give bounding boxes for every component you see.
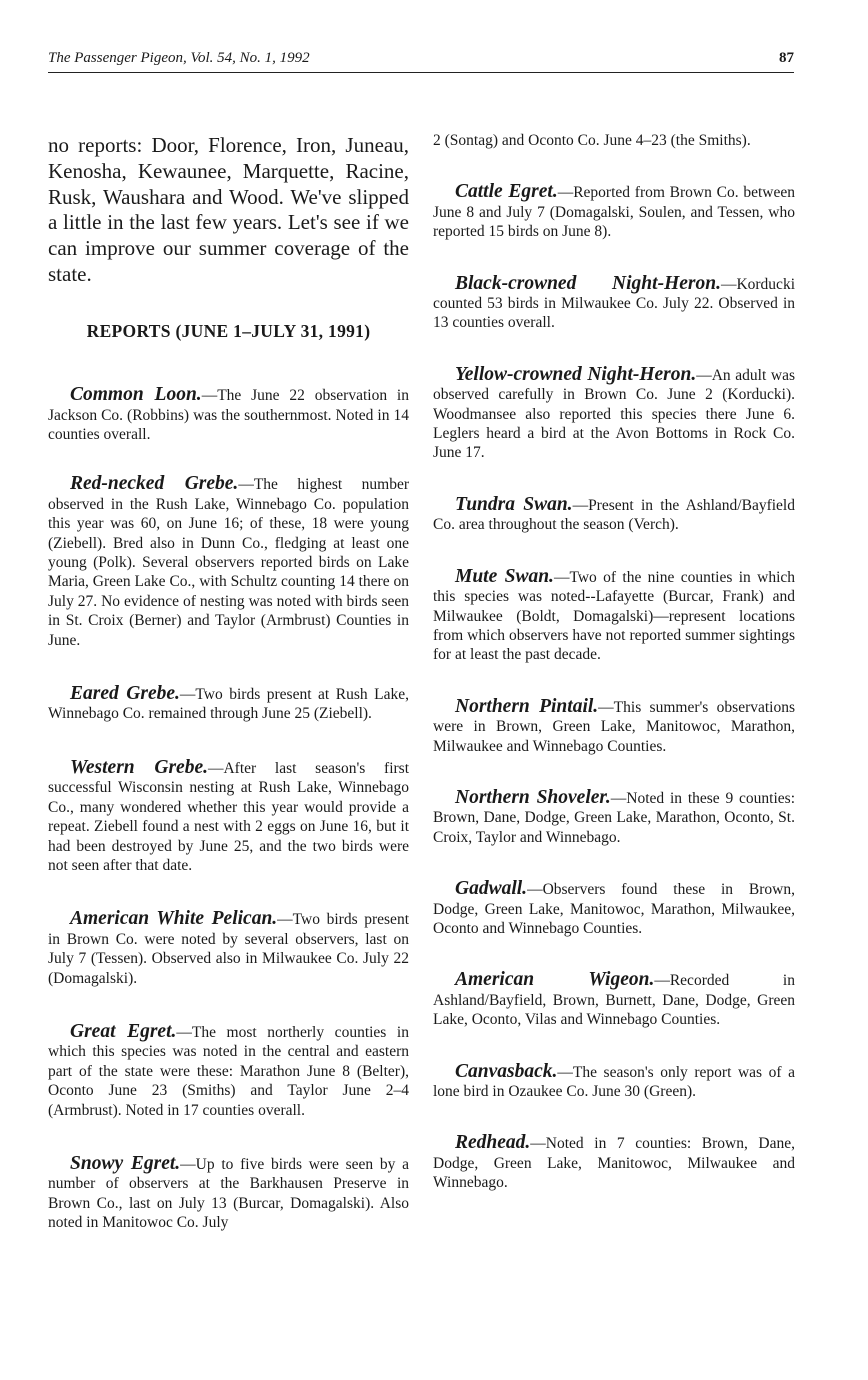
species-text: —Two birds present at Rush Lake, Winnebago Co. remained through June 25 (Ziebell).	[48, 686, 410, 723]
species-text: —An adult was observed carefully in Brown Co. June 2 (Korducki). Woodmansee also reported this species there June 6. Leglers heard a bird at the Avon Bottoms in Rock Co. June 17.	[433, 366, 795, 462]
species-text: —The season's only report was of a lone bird in Ozaukee Co. June 30 (Green).	[433, 1063, 795, 1100]
species-text: —Korducki counted 53 birds in Milwaukee Co. July 22. Observed in 13 counties overall.	[433, 275, 795, 332]
species-text: —The highest number observed in the Rush Lake, Winnebago Co. population this year was 60, on June 16; of these, 18 were young (Ziebell). Bred also in Dunn Co., fledging at least one young (Polk). Several observers reported birds on Lake Maria, Green Lake Co., with Schultz counting 14 there on July 27. No evidence of nesting was noted with birds seen in St. Croix (Berner) and Taylor (Armbrust) Counties in June.	[48, 476, 409, 649]
species-name: Black-crowned Night-Heron.	[455, 272, 721, 294]
species-name: Great Egret.	[70, 1020, 177, 1042]
species-name: Northern Pintail.	[455, 695, 599, 717]
species-name: Western Grebe.	[70, 756, 208, 778]
continued-text: 2 (Sontag) and Oconto Co. June 4–23 (the Smiths).	[433, 132, 751, 149]
species-entry	[433, 1133, 795, 1192]
species-text: —Recorded in Ashland/Bayfield, Brown, Burnett, Dane, Dodge, Green Lake, Oconto, Vilas and Winnebago Counties.	[433, 972, 795, 1029]
species-name: American Wigeon.	[455, 969, 655, 991]
species-text: —Reported from Brown Co. between June 8 and July 7 (Domagalski, Soulen, and Tessen, who reported 15 birds on June 8).	[433, 184, 795, 241]
species-name: Gadwall.	[455, 878, 528, 900]
species-entry	[433, 788, 795, 847]
species-entry	[48, 474, 409, 650]
species-entry	[433, 365, 795, 463]
journal-citation: The Passenger Pigeon, Vol. 54, No. 1, 1992	[48, 50, 310, 66]
species-name: Red-necked Grebe.	[70, 473, 239, 495]
species-text: —Observers found these in Brown, Dodge, Green Lake, Manitowoc, Marathon, Milwaukee, Oconto and Winnebago Counties.	[433, 881, 795, 937]
species-text: —After last season's first successful Wisconsin nesting at Rush Lake, Winnebago Co., many wondered whether this year would provide a repeat. Ziebell found a nest with 2 eggs on June 16, but it had been destroyed by June 25, and the two birds were not seen after that date.	[48, 759, 410, 874]
species-name: Snowy Egret.	[70, 1152, 181, 1174]
species-entry	[48, 1022, 409, 1120]
species-text: —Noted in 7 counties: Brown, Dane, Dodge, Green Lake, Manitowoc, Milwaukee and Winnebago.	[433, 1135, 795, 1192]
species-entry	[433, 182, 795, 241]
species-text: —The most northerly counties in which this species was noted in the central and eastern part of the state were these: Marathon June 8 (Belter), Oconto June 23 (Smiths) and Taylor June 2–4 (Armbrust). Noted in 17 counties overall.	[48, 1023, 409, 1119]
species-name: Mute Swan.	[455, 565, 554, 587]
species-text: —The June 22 observation in Jackson Co. (Robbins) was the southernmost. Noted in 14 counties overall.	[48, 387, 409, 443]
species-text: —Present in the Ashland/Bayfield Co. area throughout the season (Verch).	[433, 496, 795, 534]
species-entry	[433, 274, 795, 333]
species-name: Common Loon.	[70, 384, 202, 406]
species-entry	[48, 909, 409, 988]
species-name: Canvasback.	[455, 1060, 558, 1082]
species-name: Yellow-crowned Night-Heron.	[455, 363, 697, 385]
species-text: —Noted in these 9 counties: Brown, Dane, Dodge, Green Lake, Marathon, Oconto, St. Croix, Taylor and Winnebago.	[433, 789, 796, 846]
species-text: —Up to five birds were seen by a number of observers at the Barkhausen Preserve in Brown Co., last on July 13 (Burcar, Domagalski). Also noted in Manitowoc Co. July	[48, 1155, 409, 1232]
species-entry	[48, 758, 409, 875]
species-name: Eared Grebe.	[70, 683, 180, 705]
page-number: 87	[779, 50, 794, 66]
species-name: Redhead.	[455, 1132, 531, 1154]
intro-paragraph: no reports: Door, Florence, Iron, Juneau, Kenosha, Kewaunee, Marquette, Racine, Rusk, Waushara and Wood. We've slipped a little in the last few years. Let's see if we can improve our summer coverage of the state.	[48, 133, 409, 286]
species-name: Tundra Swan.	[455, 493, 573, 515]
species-text: —Two of the nine counties in which this species was noted--Lafayette (Burcar, Frank) and Milwaukee (Boldt, Domagalski)—represent locations from which observers have not reported summer sightings for at least the past decade.	[433, 568, 796, 664]
species-entry	[48, 385, 409, 444]
species-entry	[433, 567, 795, 665]
section-heading: REPORTS (JUNE 1–JULY 31, 1991)	[86, 320, 371, 341]
species-entry	[433, 495, 795, 535]
species-text: —This summer's observations were in Brown, Green Lake, Manitowoc, Marathon, Milwaukee and Winnebago Counties.	[433, 698, 796, 755]
species-entry	[433, 879, 795, 938]
species-entry	[48, 1154, 409, 1233]
left-column	[48, 118, 409, 1233]
right-column	[433, 131, 795, 1193]
species-name: Cattle Egret.	[455, 181, 558, 203]
species-entry	[433, 970, 795, 1029]
species-name: American White Pelican.	[70, 908, 278, 930]
species-name: Northern Shoveler.	[455, 786, 611, 808]
species-entry	[48, 684, 409, 724]
species-text: —Two birds present in Brown Co. were noted by several observers, last on July 7 (Tessen). Observed also in Milwaukee Co. July 22 (Domagalski).	[48, 911, 409, 987]
running-header	[48, 50, 794, 73]
species-entry	[433, 697, 795, 756]
species-entry	[433, 1062, 795, 1102]
